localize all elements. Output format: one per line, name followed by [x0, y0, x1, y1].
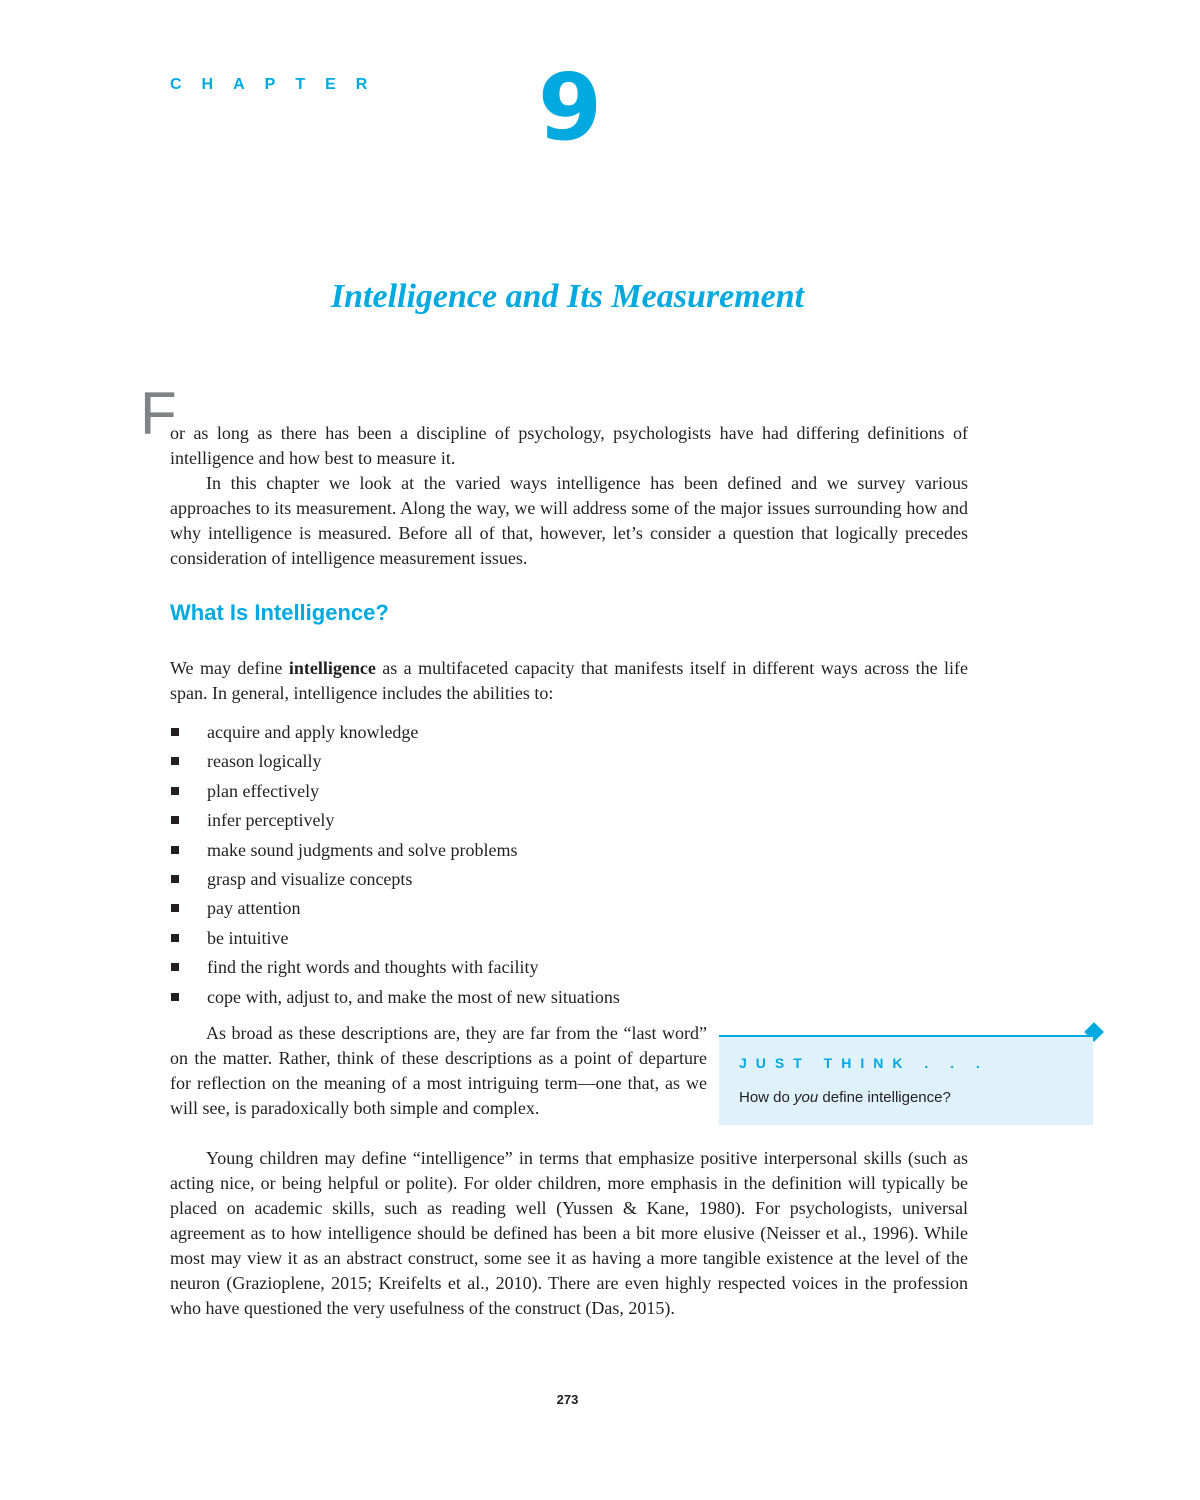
- definition-lead: We may define: [170, 658, 289, 678]
- sidebar-question-tail: define intelligence?: [818, 1089, 951, 1106]
- list-item-text: cope with, adjust to, and make the most of new situations: [207, 986, 620, 1007]
- chapter-title: Intelligence and Its Measurement: [330, 278, 805, 315]
- list-item-text: infer perceptively: [207, 810, 335, 831]
- list-item: [170, 896, 620, 925]
- list-item-text: pay attention: [207, 898, 301, 919]
- list-item-text: make sound judgments and solve problems: [207, 839, 518, 860]
- definition-paragraph: [170, 656, 968, 706]
- list-item-text: find the right words and thoughts with facility: [207, 957, 539, 978]
- page-number: 273: [556, 1392, 579, 1407]
- bullet-square-icon: [171, 904, 179, 912]
- section-heading: What Is Intelligence?: [170, 600, 389, 625]
- bullet-square-icon: [171, 875, 179, 883]
- list-item: [170, 955, 620, 984]
- list-item-text: plan effectively: [207, 780, 320, 801]
- sidebar-title: JUST THINK . . .: [739, 1055, 989, 1071]
- bullet-square-icon: [171, 816, 179, 824]
- bullet-square-icon: [171, 993, 179, 1001]
- list-item: [170, 720, 620, 749]
- intro-paragraph-1: or as long as there has been a discipline of psychology, psychologists have had differing definitions of intelligence and how best to measure it.: [170, 423, 968, 468]
- list-item: [170, 926, 620, 955]
- bullet-square-icon: [171, 934, 179, 942]
- definition-tail: as a multifaceted capacity that manifests itself in different ways across the life span. In general, intelligence includes the abilities to:: [170, 658, 968, 703]
- list-item-text: be intuitive: [207, 927, 289, 948]
- key-term-intelligence: intelligence: [288, 658, 376, 678]
- chapter-label: CHAPTER: [170, 76, 388, 93]
- sidebar-question: [739, 1089, 951, 1106]
- list-item: [170, 838, 620, 867]
- abilities-list: [170, 720, 620, 1014]
- intro-paragraph-2: In this chapter we look at the varied ways intelligence has been defined and we survey various approaches to its measurement. Along the way, we will address some of the major issues surrounding how and why intelligence is measured. Before all of that, however, let’s consider a question that logically precedes consideration of intelligence measurement issues.: [170, 473, 968, 568]
- chapter-number: 9: [538, 54, 603, 161]
- list-item-text: reason logically: [207, 751, 322, 772]
- bullet-square-icon: [171, 728, 179, 736]
- broad-descriptions-paragraph: As broad as these descriptions are, they are far from the “last word” on the matter. Rather, think of these descriptions as a point of departure for reflection on the meaning of a most intriguing term—one that, as we will see, is paradoxically both simple and complex.: [170, 1023, 707, 1118]
- list-item: [170, 779, 620, 808]
- list-item: [170, 808, 620, 837]
- list-item-text: acquire and apply knowledge: [207, 722, 419, 742]
- young-children-paragraph: Young children may define “intelligence” in terms that emphasize positive interpersonal skills (such as acting nice, or being helpful or polite). For older children, more emphasis in the definition will typically be placed on academic skills, such as reading well (Yussen & Kane, 1980). For psychologists, universal agreement as to how intelligence should be defined has been a bit more elusive (Neisser et al., 1996). While most may view it as an abstract construct, some see it as having a more tangible existence at the level of the neuron (Grazioplene, 2015; Kreifelts et al., 2010). There are even highly respected voices in the profession who have questioned the very usefulness of the construct (Das, 2015).: [170, 1148, 968, 1318]
- bullet-square-icon: [171, 963, 179, 971]
- bullet-square-icon: [171, 757, 179, 765]
- list-item-text: grasp and visualize concepts: [207, 868, 413, 889]
- sidebar-question-lead: How do: [739, 1089, 795, 1106]
- bullet-square-icon: [171, 846, 179, 854]
- list-item: [170, 867, 620, 896]
- bullet-square-icon: [171, 787, 179, 795]
- list-item: [170, 749, 620, 778]
- just-think-sidebar: [719, 1035, 1093, 1125]
- list-item: [170, 985, 620, 1014]
- sidebar-question-emphasis: you: [794, 1089, 819, 1106]
- drop-cap: F: [140, 380, 177, 447]
